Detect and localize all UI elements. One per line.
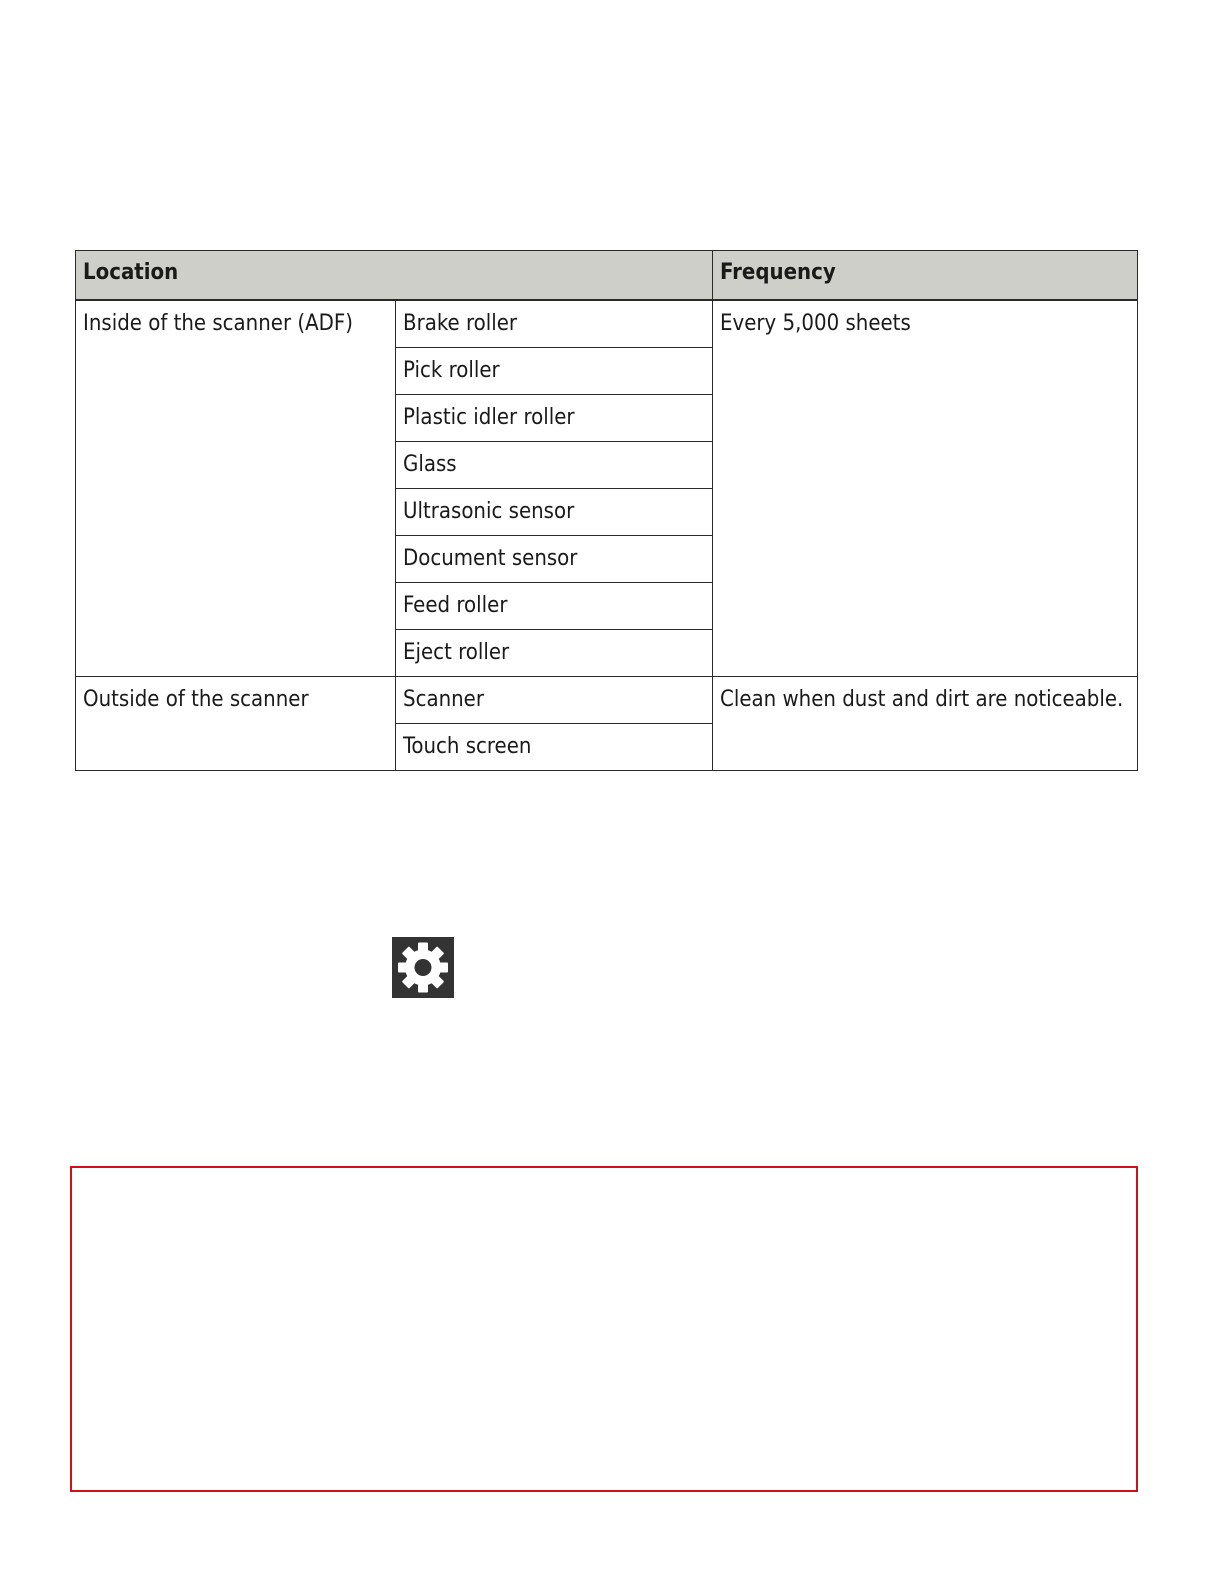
part-cell: Glass [396, 441, 713, 488]
part-cell: Feed roller [396, 582, 713, 629]
gear-icon [392, 937, 454, 998]
part-cell: Brake roller [396, 300, 713, 348]
part-cell: Document sensor [396, 535, 713, 582]
table-row [76, 676, 1138, 723]
part-cell: Ultrasonic sensor [396, 488, 713, 535]
location-outside-scanner: Outside of the scanner [76, 676, 396, 770]
frequency-outside-scanner: Clean when dust and dirt are noticeable. [713, 676, 1138, 770]
part-cell: Eject roller [396, 629, 713, 676]
frequency-inside-adf: Every 5,000 sheets [713, 300, 1138, 677]
part-cell: Plastic idler roller [396, 394, 713, 441]
warning-box [70, 1166, 1138, 1492]
header-location: Location [76, 251, 713, 300]
location-inside-adf: Inside of the scanner (ADF) [76, 300, 396, 677]
header-frequency: Frequency [713, 251, 1138, 300]
part-cell: Scanner [396, 676, 713, 723]
table-row [76, 300, 1138, 348]
cleaning-schedule-table [75, 250, 1138, 771]
table-header-row [76, 251, 1138, 300]
part-cell: Pick roller [396, 347, 713, 394]
part-cell: Touch screen [396, 723, 713, 770]
